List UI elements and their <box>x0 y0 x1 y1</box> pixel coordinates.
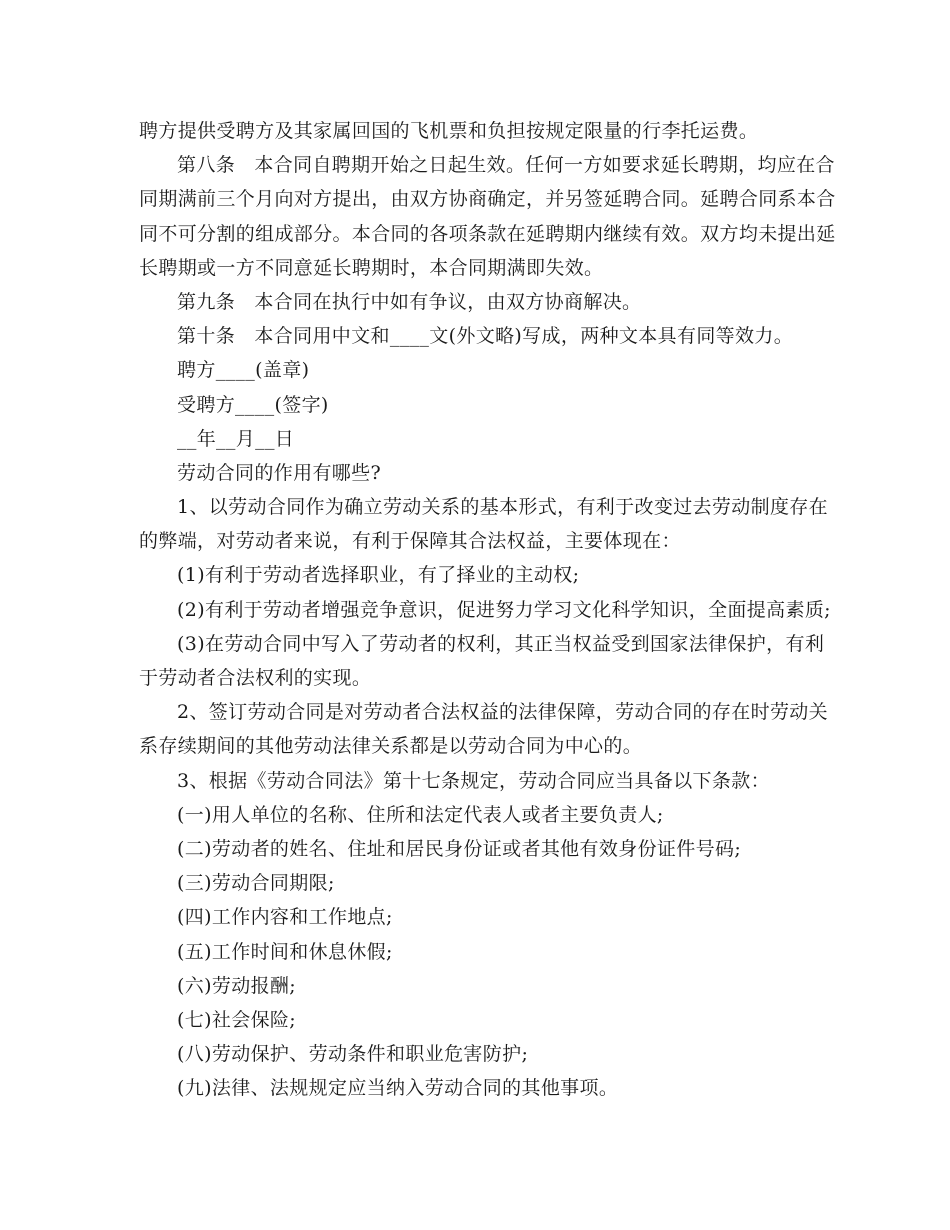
text-line: (1)有利于劳动者选择职业，有了择业的主动权; <box>177 564 580 587</box>
text-line: (3)在劳动合同中写入了劳动者的权利，其正当权益受到国家法律保护，有利 <box>177 632 825 655</box>
text-line: (五)工作时间和休息休假; <box>177 940 393 963</box>
text-line: (三)劳动合同期限; <box>177 872 335 895</box>
text-line: 的弊端，对劳动者来说，有利于保障其合法权益，主要体现在： <box>139 530 681 553</box>
document-body <box>139 114 836 1105</box>
text-line: 第八条 本合同自聘期开始之日起生效。任何一方如要求延长聘期，均应在合 <box>177 154 835 177</box>
text-line: 聘方提供受聘方及其家属回国的飞机票和负担按规定限量的行李托运费。 <box>139 120 759 142</box>
text-line: 聘方____(盖章) <box>177 359 310 382</box>
text-line: (八)劳动保护、劳动条件和职业危害防护; <box>177 1043 529 1066</box>
text-line: (六)劳动报酬; <box>177 974 297 997</box>
text-line: 系存续期间的其他劳动法律关系都是以劳动合同为中心的。 <box>139 735 643 758</box>
text-line: (一)用人单位的名称、住所和法定代表人或者主要负责人; <box>177 803 664 826</box>
text-line: 长聘期或一方不同意延长聘期时，本合同期满即失效。 <box>139 256 604 279</box>
document-page <box>139 114 836 1105</box>
text-line: (二)劳动者的姓名、住址和居民身份证或者其他有效身份证件号码; <box>177 837 742 860</box>
text-line: 第十条 本合同用中文和____文(外文略)写成，两种文本具有同等效力。 <box>177 325 794 348</box>
text-line: (七)社会保险; <box>177 1008 297 1031</box>
text-line: (2)有利于劳动者增强竞争意识，促进努力学习文化科学知识，全面提高素质; <box>177 598 831 621</box>
text-line: (九)法律、法规规定应当纳入劳动合同的其他事项。 <box>177 1077 619 1100</box>
text-line: 劳动合同的作用有哪些? <box>177 461 382 484</box>
text-line: 同不可分割的组成部分。本合同的各项条款在延聘期内继续有效。双方均未提出延 <box>139 222 836 245</box>
text-line: (四)工作内容和工作地点; <box>177 906 393 929</box>
text-line: 2、签订劳动合同是对劳动者合法权益的法律保障，劳动合同的存在时劳动关 <box>177 701 828 724</box>
text-line: 同期满前三个月向对方提出，由双方协商确定，并另签延聘合同。延聘合同系本合 <box>139 188 836 211</box>
text-line: 3、根据《劳动合同法》第十七条规定，劳动合同应当具备以下条款： <box>177 769 770 792</box>
text-line: 第九条 本合同在执行中如有争议，由双方协商解决。 <box>177 290 642 313</box>
text-line: 受聘方____(签字) <box>177 393 329 416</box>
text-line: __年__月__日 <box>177 427 295 450</box>
text-line: 1、以劳动合同作为确立劳动关系的基本形式，有利于改变过去劳动制度存在 <box>177 496 828 519</box>
text-line: 于劳动者合法权利的实现。 <box>139 667 372 689</box>
